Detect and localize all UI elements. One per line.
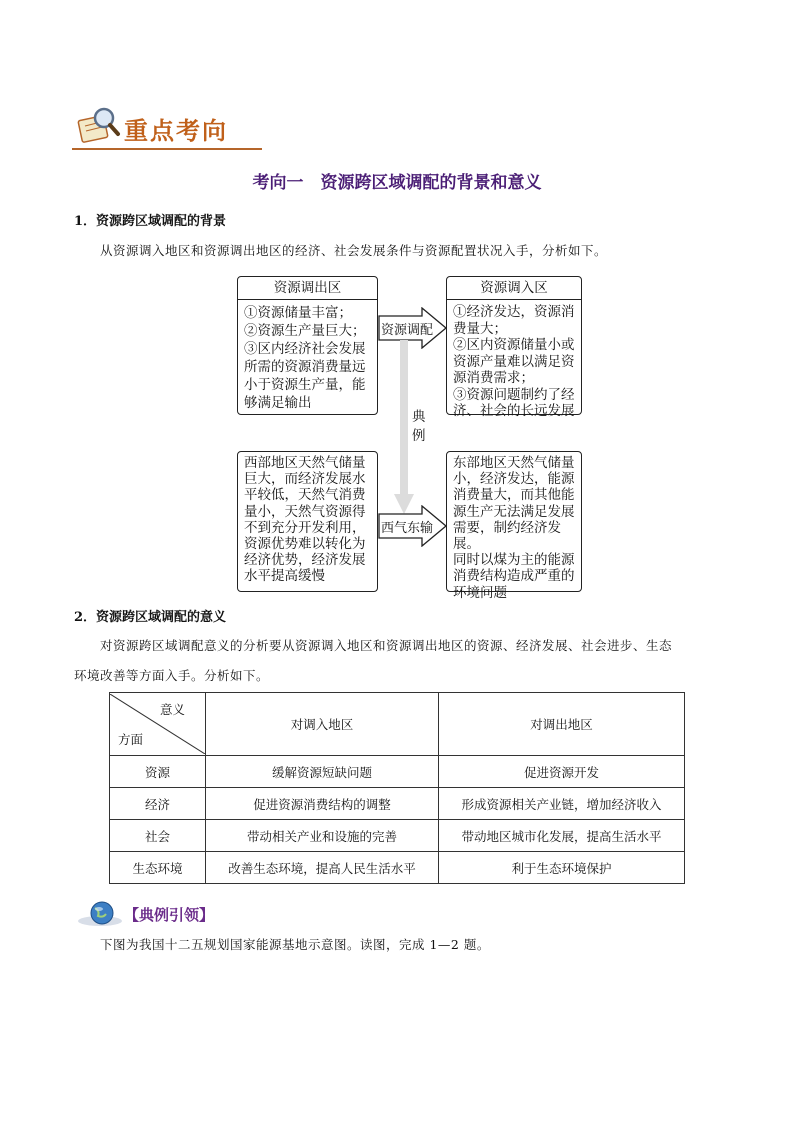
- west-line: 水平提高缓慢: [244, 568, 325, 585]
- import-line: 费量大；: [453, 320, 507, 337]
- export-line: ②资源生产量巨大；: [244, 323, 366, 339]
- east-line: 需要，制约经济发展。: [453, 519, 561, 553]
- section-1-intro: 从资源调入地区和资源调出地区的经济、社会发展条件与资源配置状况入手，分析如下。: [100, 243, 608, 258]
- magnifier-book-icon: [76, 104, 122, 148]
- header-underline: [72, 148, 262, 150]
- section-2-heading: 2．资源跨区域调配的意义: [74, 610, 227, 625]
- table-cell-aspect: 社会: [110, 820, 206, 852]
- globe-icon: [76, 899, 124, 931]
- table-cell-export: 促进资源开发: [439, 756, 685, 788]
- example-label: [412, 408, 426, 446]
- corner-bottom-label: 方面: [118, 732, 144, 747]
- export-region-text: [238, 300, 377, 416]
- table-cell-export: 带动地区城市化发展，提高生活水平: [439, 820, 685, 852]
- east-line: 东部地区天然气储量: [453, 455, 575, 471]
- east-region-box: [446, 451, 582, 601]
- east-line: 同时以煤为主的能源: [453, 552, 575, 569]
- west-east-arrow-label: 西气东输: [381, 521, 434, 536]
- example-down-arrow: [394, 340, 414, 515]
- east-line: 消费结构造成严重的: [453, 568, 575, 585]
- export-line: ③区内经济社会发展: [244, 341, 366, 357]
- west-line: 平较低，天然气消费: [244, 487, 366, 504]
- west-line: 巨大，而经济发展水: [244, 471, 366, 488]
- section-title: 考向一 资源跨区域调配的背景和意义: [252, 173, 542, 193]
- corner-top-label: 意义: [159, 702, 185, 717]
- west-line: 西部地区天然气储量: [244, 455, 366, 471]
- table-row: [110, 788, 685, 820]
- section-2-intro-line2: 环境改善等方面入手。分析如下。: [74, 668, 270, 683]
- table-cell-export: 利于生态环境保护: [439, 852, 685, 884]
- corner-diagonal: [110, 694, 205, 754]
- table-row: [110, 820, 685, 852]
- table-col-import: 对调入地区: [206, 693, 439, 756]
- import-region-text: [447, 300, 581, 424]
- import-region-box: [446, 276, 582, 419]
- allocation-arrow-label: 资源调配: [381, 323, 434, 338]
- west-region-box: [237, 451, 378, 592]
- west-line: 资源优势难以转化为: [244, 536, 366, 553]
- export-line: 所需的资源消费量远: [244, 359, 366, 375]
- export-region-box: [237, 276, 378, 415]
- example-section-label: 【典例引领】: [124, 906, 215, 924]
- export-region-title: 资源调出区: [238, 277, 377, 300]
- example-intro: 下图为我国十二五规划国家能源基地示意图。读图，完成 1—2 题。: [100, 937, 490, 952]
- table-cell-export: 形成资源相关产业链，增加经济收入: [439, 788, 685, 820]
- import-line: ①经济发达，资源消: [453, 304, 575, 320]
- table-header-row: [110, 693, 685, 756]
- east-line: 源生产无法满足发展: [453, 503, 575, 520]
- east-line: 消费量大，而其他能: [453, 487, 575, 504]
- table-cell-aspect: 生态环境: [110, 852, 206, 884]
- header-title: 重点考向: [124, 116, 228, 145]
- table-col-export: 对调出地区: [439, 693, 685, 756]
- export-line: 够满足输出: [244, 395, 312, 411]
- table-cell-import: 促进资源消费结构的调整: [206, 788, 439, 820]
- section-2-intro-line1: 对资源跨区域调配意义的分析要从资源调入地区和资源调出地区的资源、经济发展、社会进步、生态: [100, 638, 673, 653]
- table-cell-aspect: 资源: [110, 756, 206, 788]
- section-1-heading: 1．资源跨区域调配的背景: [74, 214, 227, 229]
- example-char: 例: [412, 428, 426, 444]
- east-line: 小，经济发达，能源: [453, 471, 575, 488]
- export-line: 小于资源生产量，能: [244, 377, 366, 393]
- east-region-text: [447, 452, 581, 604]
- table-cell-aspect: 经济: [110, 788, 206, 820]
- import-line: 源消费需求；: [453, 370, 534, 386]
- export-line: ①资源储量丰富；: [244, 305, 352, 321]
- table-cell-import: 改善生态环境，提高人民生活水平: [206, 852, 439, 884]
- table-cell-import: 缓解资源短缺问题: [206, 756, 439, 788]
- east-line: 环境问题: [453, 584, 507, 601]
- example-char: 典: [412, 409, 426, 425]
- import-line: 资源产量难以满足资: [453, 353, 575, 370]
- west-line: 经济优势，经济发展: [244, 552, 366, 569]
- table-cell-import: 带动相关产业和设施的完善: [206, 820, 439, 852]
- west-line: 量小，天然气资源得: [244, 503, 366, 520]
- table-row: [110, 852, 685, 884]
- table-corner-cell: [110, 693, 206, 756]
- import-line: ③资源问题制约了经: [453, 386, 575, 403]
- import-line: ②区内资源储量小或: [453, 337, 575, 353]
- west-region-text: [238, 452, 377, 588]
- significance-table: [109, 692, 685, 884]
- west-line: 不到充分开发利用，: [244, 519, 366, 536]
- import-line: 济、社会的长远发展: [453, 403, 575, 419]
- import-region-title: 资源调入区: [447, 277, 581, 300]
- table-row: [110, 756, 685, 788]
